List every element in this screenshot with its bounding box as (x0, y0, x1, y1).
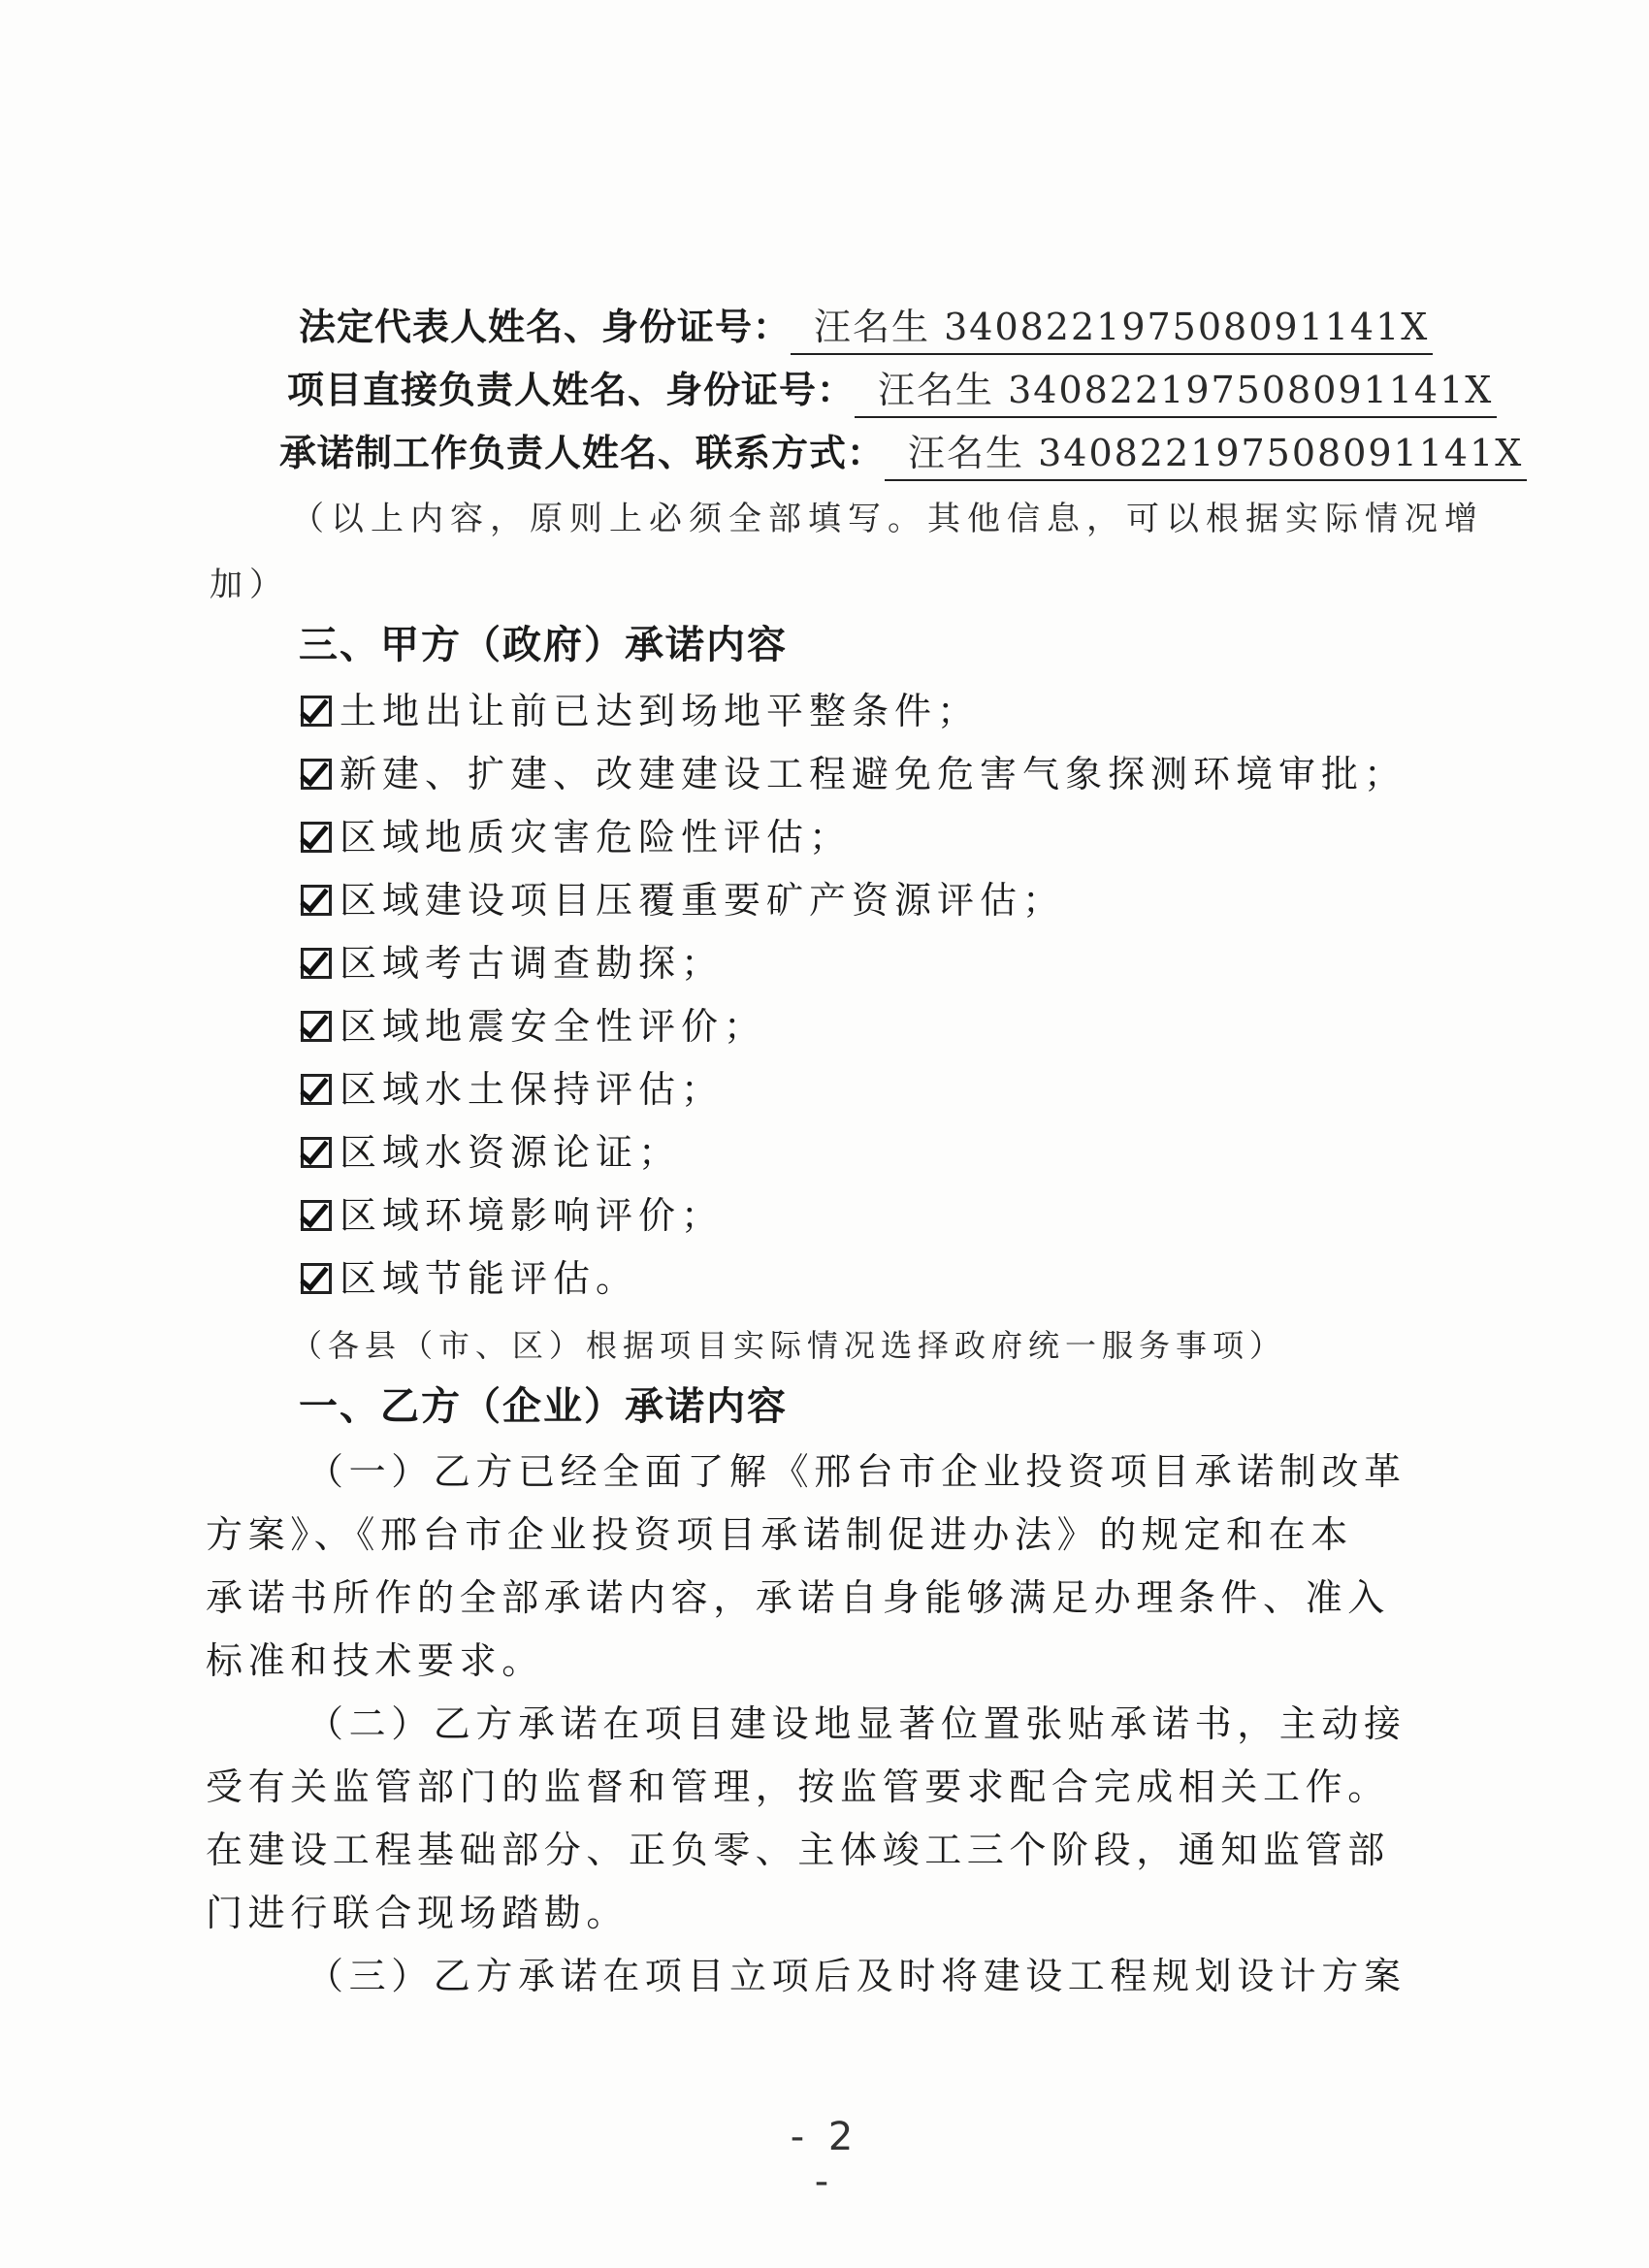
checklist-item (301, 939, 724, 988)
checklist-item (301, 1002, 766, 1051)
checked-checkbox-icon (301, 696, 332, 727)
checked-checkbox-icon (301, 885, 332, 916)
field-label: 项目直接负责人姓名、身份证号： (287, 369, 856, 411)
paragraph-line: 受有关监管部门的监督和管理，按监管要求配合完成相关工作。 (206, 1766, 1390, 1808)
checklist-item-label: 区域地震安全性评价； (340, 1005, 767, 1048)
checked-checkbox-icon (301, 1011, 332, 1042)
fill-note-line-2: 加） (210, 566, 289, 604)
paragraph-line: 门进行联合现场踏勘。 (206, 1892, 630, 1934)
checked-checkbox-icon (301, 1074, 332, 1105)
checklist-item-label: 区域建设项目压覆重要矿产资源评估； (340, 879, 1066, 922)
checklist-item-label: 土地出让前已达到场地平整条件； (340, 690, 981, 732)
checklist-item (301, 1128, 681, 1177)
checklist-item-label: 区域节能评估。 (340, 1257, 639, 1300)
checklist-item (301, 1191, 724, 1240)
checklist-item (301, 876, 1065, 924)
checked-checkbox-icon (301, 1200, 332, 1231)
field-label: 法定代表人姓名、身份证号： (299, 306, 792, 348)
checked-checkbox-icon (301, 759, 332, 790)
legal-representative-field (299, 303, 1433, 355)
checked-checkbox-icon (301, 1137, 332, 1168)
paragraph-line: （二）乙方承诺在项目建设地显著位置张贴承诺书，主动接 (307, 1702, 1406, 1745)
field-value: 汪名生 340822197508091141X (885, 429, 1527, 481)
paragraph-line: 方案》、《邢台市企业投资项目承诺制促进办法》的规定和在本 (206, 1513, 1353, 1556)
section-heading-government: 三、甲方（政府）承诺内容 (299, 623, 788, 667)
checklist-item (301, 813, 852, 861)
paragraph-line: 在建设工程基础部分、正负零、主体竣工三个阶段，通知监管部 (206, 1829, 1390, 1871)
field-value: 汪名生 340822197508091141X (791, 303, 1433, 355)
paragraph-line: （三）乙方承诺在项目立项后及时将建设工程规划设计方案 (307, 1955, 1406, 1997)
government-section-note: （各县（市、区）根据项目实际情况选择政府统一服务事项） (291, 1327, 1287, 1364)
checklist-item-label: 区域地质灾害危险性评估； (340, 816, 853, 859)
fill-note-line-1: （以上内容，原则上必须全部填写。其他信息，可以根据实际情况增 (291, 500, 1484, 538)
checklist-item (301, 687, 980, 735)
field-value: 汪名生 340822197508091141X (855, 366, 1497, 418)
commitment-contact-field (279, 429, 1527, 481)
checked-checkbox-icon (301, 1263, 332, 1294)
section-heading-enterprise: 一、乙方（企业）承诺内容 (299, 1384, 788, 1429)
paragraph-line: 承诺书所作的全部承诺内容，承诺自身能够满足办理条件、准入 (206, 1576, 1390, 1619)
project-manager-field (287, 366, 1497, 418)
paragraph-line: （一）乙方已经全面了解《邢台市企业投资项目承诺制改革 (307, 1450, 1406, 1493)
checklist-item (301, 750, 1406, 798)
checklist-item (301, 1254, 638, 1303)
field-label: 承诺制工作负责人姓名、联系方式： (279, 432, 886, 474)
checklist-item-label: 新建、扩建、改建建设工程避免危害气象探测环境审批； (340, 753, 1407, 795)
checked-checkbox-icon (301, 948, 332, 979)
checklist-item-label: 区域水土保持评估； (340, 1068, 725, 1111)
checklist-item-label: 区域水资源论证； (340, 1131, 682, 1174)
checklist-item (301, 1065, 724, 1114)
checked-checkbox-icon (301, 822, 332, 853)
checklist-item-label: 区域考古调查勘探； (340, 942, 725, 985)
page-number: - 2 - (790, 2115, 859, 2204)
checklist-item-label: 区域环境影响评价； (340, 1194, 725, 1237)
paragraph-line: 标准和技术要求。 (206, 1639, 544, 1682)
